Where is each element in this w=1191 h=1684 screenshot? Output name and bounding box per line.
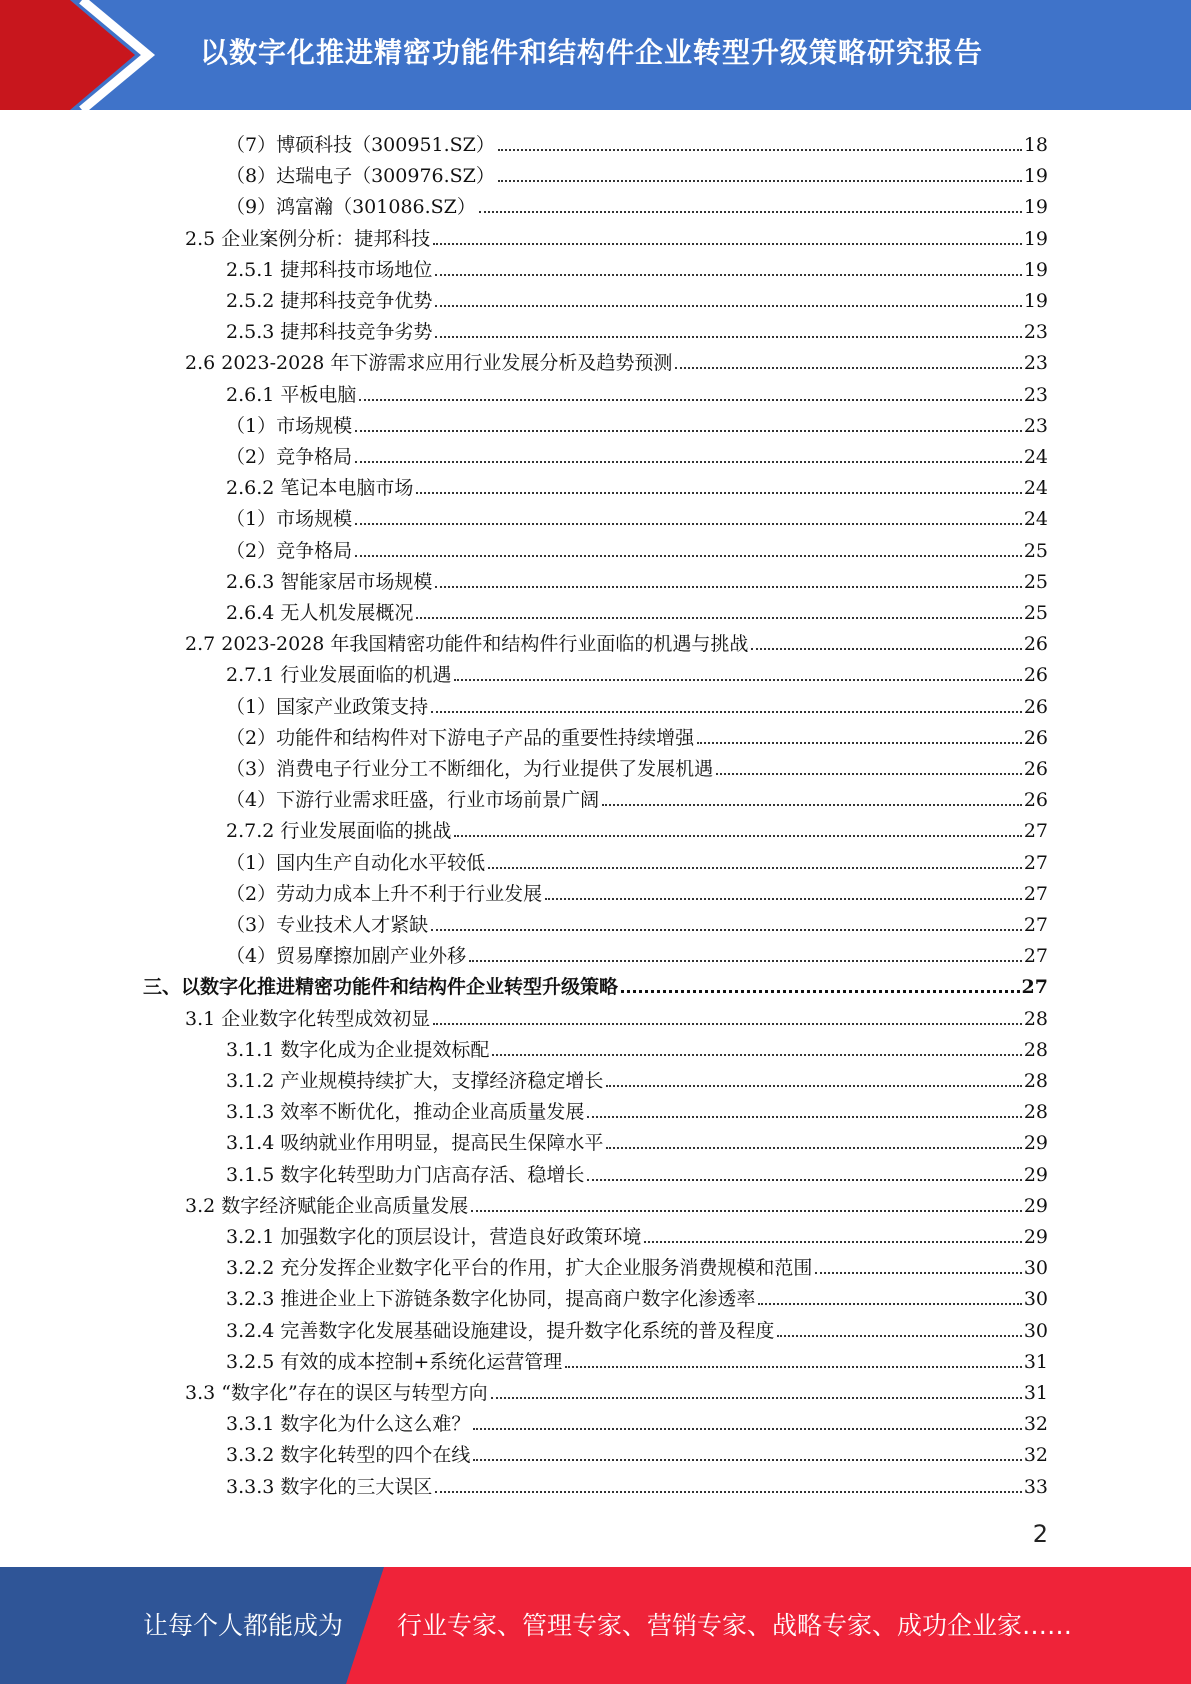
page-header [0,0,1191,110]
toc-entry[interactable] [226,313,1048,344]
toc-dot-leader [479,211,1022,213]
toc-entry-title: 2.6 2023-2028 年下游需求应用行业发展分析及趋势预测 [185,352,673,375]
toc-entry-page: 28 [1023,1101,1048,1124]
toc-entry-page: 26 [1023,664,1048,687]
toc-entry[interactable] [226,1280,1048,1311]
toc-dot-leader [416,617,1021,619]
toc-entry[interactable] [226,1156,1048,1187]
toc-entry[interactable] [226,1249,1048,1280]
toc-dot-leader [498,149,1022,151]
toc-entry[interactable] [226,875,1048,906]
toc-entry-page: 23 [1023,352,1048,375]
toc-dot-leader [491,1397,1022,1399]
footer-slogan-right: 行业专家、管理专家、营销专家、战略专家、成功企业家…… [397,1611,1073,1640]
toc-entry-title: 3.2.3 推进企业上下游链条数字化协同，提高商户数字化渗透率 [226,1288,756,1311]
toc-entry-page: 28 [1023,1007,1048,1030]
toc-entry-page: 33 [1023,1475,1048,1498]
toc-entry[interactable] [226,438,1048,469]
toc-entry-title: 3.2 数字经济赋能企业高质量发展 [185,1194,469,1217]
toc-dot-leader [435,336,1021,338]
toc-entry-title: 3.3 “数字化”存在的误区与转型方向 [185,1382,488,1404]
toc-entry-page: 29 [1023,1194,1048,1217]
toc-entry-page: 19 [1023,165,1048,188]
toc-entry[interactable] [185,344,1048,375]
toc-entry-title: 3.2.2 充分发挥企业数字化平台的作用，扩大企业服务消费规模和范围 [226,1257,813,1280]
toc-dot-leader [565,1366,1022,1368]
toc-dot-leader [815,1272,1021,1274]
toc-dot-leader [606,1147,1021,1149]
toc-entry-title: （2）功能件和结构件对下游电子产品的重要性持续增强 [226,726,695,749]
toc-entry[interactable] [185,625,1048,656]
toc-entry-page: 29 [1023,1163,1048,1186]
toc-dot-leader [355,461,1022,463]
toc-entry[interactable] [226,500,1048,531]
toc-entry[interactable] [226,1062,1048,1093]
toc-dot-leader [471,1210,1022,1212]
toc-entry-title: 3.2.1 加强数字化的顶层设计，营造良好政策环境 [226,1226,642,1248]
toc-entry[interactable] [226,1405,1048,1436]
toc-dot-leader [587,1179,1021,1181]
toc-entry-title: （8）达瑞电子（300976.SZ） [226,165,495,188]
toc-dot-leader [435,305,1021,307]
toc-entry-title: （3）专业技术人才紧缺 [226,914,429,936]
toc-entry[interactable] [226,937,1048,968]
toc-entry-page: 25 [1023,570,1048,593]
toc-entry[interactable] [226,407,1048,438]
toc-entry-page: 32 [1023,1444,1048,1467]
toc-dot-leader [431,711,1022,713]
toc-entry[interactable] [226,376,1048,407]
toc-entry-page: 27 [1023,882,1048,905]
toc-entry-title: （1）市场规模 [226,508,353,531]
toc-dot-leader [644,1241,1021,1243]
toc-entry-page: 30 [1023,1257,1048,1280]
toc-entry[interactable] [185,220,1048,251]
toc-dot-leader [777,1335,1021,1337]
toc-dot-leader [587,1116,1021,1118]
toc-entry-page: 23 [1023,414,1048,437]
toc-entry-title: 2.5 企业案例分析：捷邦科技 [185,227,431,250]
toc-entry-title: 3.3.2 数字化转型的四个在线 [226,1444,471,1467]
toc-dot-leader [498,180,1022,182]
toc-entry-page: 30 [1023,1288,1048,1311]
toc-entry[interactable] [226,126,1048,157]
page-number: 2 [1032,1520,1048,1548]
toc-entry-page: 31 [1023,1382,1048,1404]
toc-dot-leader [435,274,1021,276]
toc-entry-title: （3）消费电子行业分工不断细化，为行业提供了发展机遇 [226,758,714,780]
toc-entry-page: 27 [1023,820,1048,843]
toc-entry[interactable] [226,906,1048,937]
toc-dot-leader [716,773,1022,775]
toc-entry[interactable] [226,781,1048,812]
toc-dot-leader [355,523,1022,525]
toc-entry-title: 2.5.3 捷邦科技竞争劣势 [226,321,433,344]
toc-dot-leader [431,929,1022,931]
toc-entry-title: （2）劳动力成本上升不利于行业发展 [226,882,543,905]
toc-entry-title: （9）鸿富瀚（301086.SZ） [226,196,476,219]
toc-entry-page: 24 [1023,446,1048,468]
toc-entry[interactable] [226,563,1048,594]
toc-entry-page: 26 [1023,695,1048,718]
toc-entry[interactable] [226,532,1048,563]
toc-entry-title: 三、以数字化推进精密功能件和结构件企业转型升级策略 [143,976,619,999]
toc-entry-title: 2.6.4 无人机发展概况 [226,602,414,624]
page-footer [0,1567,1191,1684]
toc-entry-page: 25 [1023,602,1048,624]
toc-entry-page: 23 [1023,321,1048,344]
toc-dot-leader [488,867,1022,869]
toc-entry-title: 2.5.2 捷邦科技竞争优势 [226,290,433,312]
toc-entry-title: 2.6.2 笔记本电脑市场 [226,477,414,500]
toc-entry-title: 2.6.3 智能家居市场规模 [226,570,433,593]
toc-entry[interactable] [185,1000,1048,1031]
toc-entry-title: 3.1.5 数字化转型助力门店高存活、稳增长 [226,1163,585,1186]
toc-entry-page: 24 [1023,508,1048,531]
toc-dot-leader [751,648,1021,650]
toc-dot-leader [416,492,1021,494]
toc-entry-title: 3.3.1 数字化为什么这么难？ [226,1413,471,1436]
toc-entry-title: 2.7.1 行业发展面临的机遇 [226,664,452,687]
toc-dot-leader [454,679,1021,681]
toc-entry-page: 32 [1023,1413,1048,1436]
toc-entry-page: 28 [1023,1070,1048,1092]
toc-entry[interactable] [226,656,1048,687]
toc-entry[interactable] [226,812,1048,843]
toc-entry-page: 31 [1023,1350,1048,1373]
toc-entry-page: 28 [1023,1038,1048,1061]
toc-entry[interactable] [226,469,1048,500]
toc-entry[interactable] [226,1468,1048,1499]
toc-entry[interactable] [226,1312,1048,1343]
toc-dot-leader [697,742,1022,744]
toc-entry-title: （1）市场规模 [226,414,353,437]
toc-entry-page: 19 [1023,258,1048,281]
toc-dot-leader [675,367,1021,369]
toc-dot-leader [433,1023,1022,1025]
toc-entry-page: 27 [1023,945,1048,968]
toc-entry-title: 3.1.2 产业规模持续扩大，支撑经济稳定增长 [226,1070,604,1092]
toc-entry[interactable] [143,968,1048,999]
toc-entry-title: 3.1 企业数字化转型成效初显 [185,1007,431,1030]
toc-entry-page: 27 [1023,914,1048,936]
footer-slogan-left: 让每个人都能成为 [143,1611,344,1640]
toc-dot-leader [473,1428,1021,1430]
toc-entry[interactable] [226,1218,1048,1249]
report-title: 以数字化推进精密功能件和结构件企业转型升级策略研究报告 [200,36,984,69]
toc-entry-page: 27 [1023,851,1048,874]
toc-dot-leader [473,1459,1021,1461]
toc-dot-leader [435,1491,1021,1493]
toc-entry-page: 19 [1023,227,1048,250]
toc-entry-page: 26 [1023,633,1048,656]
toc-entry[interactable] [226,844,1048,875]
toc-entry[interactable] [226,188,1048,219]
toc-entry-title: 3.1.4 吸纳就业作用明显，提高民生保障水平 [226,1132,604,1155]
toc-dot-leader [355,430,1022,432]
toc-dot-leader [758,1303,1021,1305]
toc-entry[interactable] [226,1031,1048,1062]
toc-entry-page: 26 [1023,726,1048,749]
toc-dot-leader [545,898,1022,900]
toc-dot-leader [454,835,1021,837]
toc-entry[interactable] [226,1093,1048,1124]
toc-entry[interactable] [226,1343,1048,1374]
toc-entry-title: 2.5.1 捷邦科技市场地位 [226,258,433,281]
toc-entry-page: 29 [1023,1132,1048,1155]
toc-entry-page: 19 [1023,196,1048,219]
toc-entry[interactable] [226,1124,1048,1155]
toc-entry[interactable] [226,1436,1048,1467]
toc-entry-title: （1）国家产业政策支持 [226,695,429,718]
toc-dot-leader [492,1054,1021,1056]
toc-entry[interactable] [226,688,1048,719]
toc-dot-leader [469,960,1022,962]
toc-entry-title: 2.7.2 行业发展面临的挑战 [226,820,452,843]
toc-entry-title: 3.2.4 完善数字化发展基础设施建设，提升数字化系统的普及程度 [226,1319,775,1342]
toc-entry-title: 2.6.1 平板电脑 [226,383,357,406]
toc-entry[interactable] [226,594,1048,625]
toc-entry-title: （2）竞争格局 [226,446,353,468]
toc-entry-page: 30 [1023,1319,1048,1342]
toc-entry-page: 25 [1023,539,1048,562]
toc-entry[interactable] [226,750,1048,781]
toc-entry[interactable] [226,282,1048,313]
toc-dot-leader [435,586,1021,588]
toc-entry-page: 26 [1023,758,1048,780]
toc-entry-title: （1）国内生产自动化水平较低 [226,851,486,874]
toc-entry-title: 3.1.1 数字化成为企业提效标配 [226,1038,490,1061]
toc-entry-page: 23 [1023,383,1048,406]
toc-dot-leader [621,990,1020,993]
toc-entry-title: 3.2.5 有效的成本控制+系统化运营管理 [226,1350,563,1373]
toc-entry-page: 29 [1023,1226,1048,1248]
toc-dot-leader [606,1085,1021,1087]
toc-entry-title: 2.7 2023-2028 年我国精密功能件和结构件行业面临的机遇与挑战 [185,633,749,656]
toc-entry[interactable] [226,157,1048,188]
toc-dot-leader [433,243,1022,245]
toc-entry[interactable] [226,251,1048,282]
toc-entry-page: 24 [1023,477,1048,500]
toc-entry-page: 18 [1023,134,1048,156]
toc-entry[interactable] [185,1187,1048,1218]
toc-entry-page: 27 [1021,976,1048,999]
toc-entry-page: 26 [1023,789,1048,812]
toc-dot-leader [602,804,1022,806]
toc-dot-leader [355,555,1022,557]
toc-entry-title: （2）竞争格局 [226,539,353,562]
toc-entry-title: 3.3.3 数字化的三大误区 [226,1475,433,1498]
toc-entry[interactable] [185,1374,1048,1405]
toc-dot-leader [359,399,1021,401]
toc-entry-title: （7）博硕科技（300951.SZ） [226,134,495,156]
toc-entry-title: 3.1.3 效率不断优化，推动企业高质量发展 [226,1101,585,1124]
toc-entry-title: （4）贸易摩擦加剧产业外移 [226,945,467,968]
toc-entry-page: 19 [1023,290,1048,312]
toc-entry[interactable] [226,719,1048,750]
toc-entry-title: （4）下游行业需求旺盛，行业市场前景广阔 [226,789,600,812]
